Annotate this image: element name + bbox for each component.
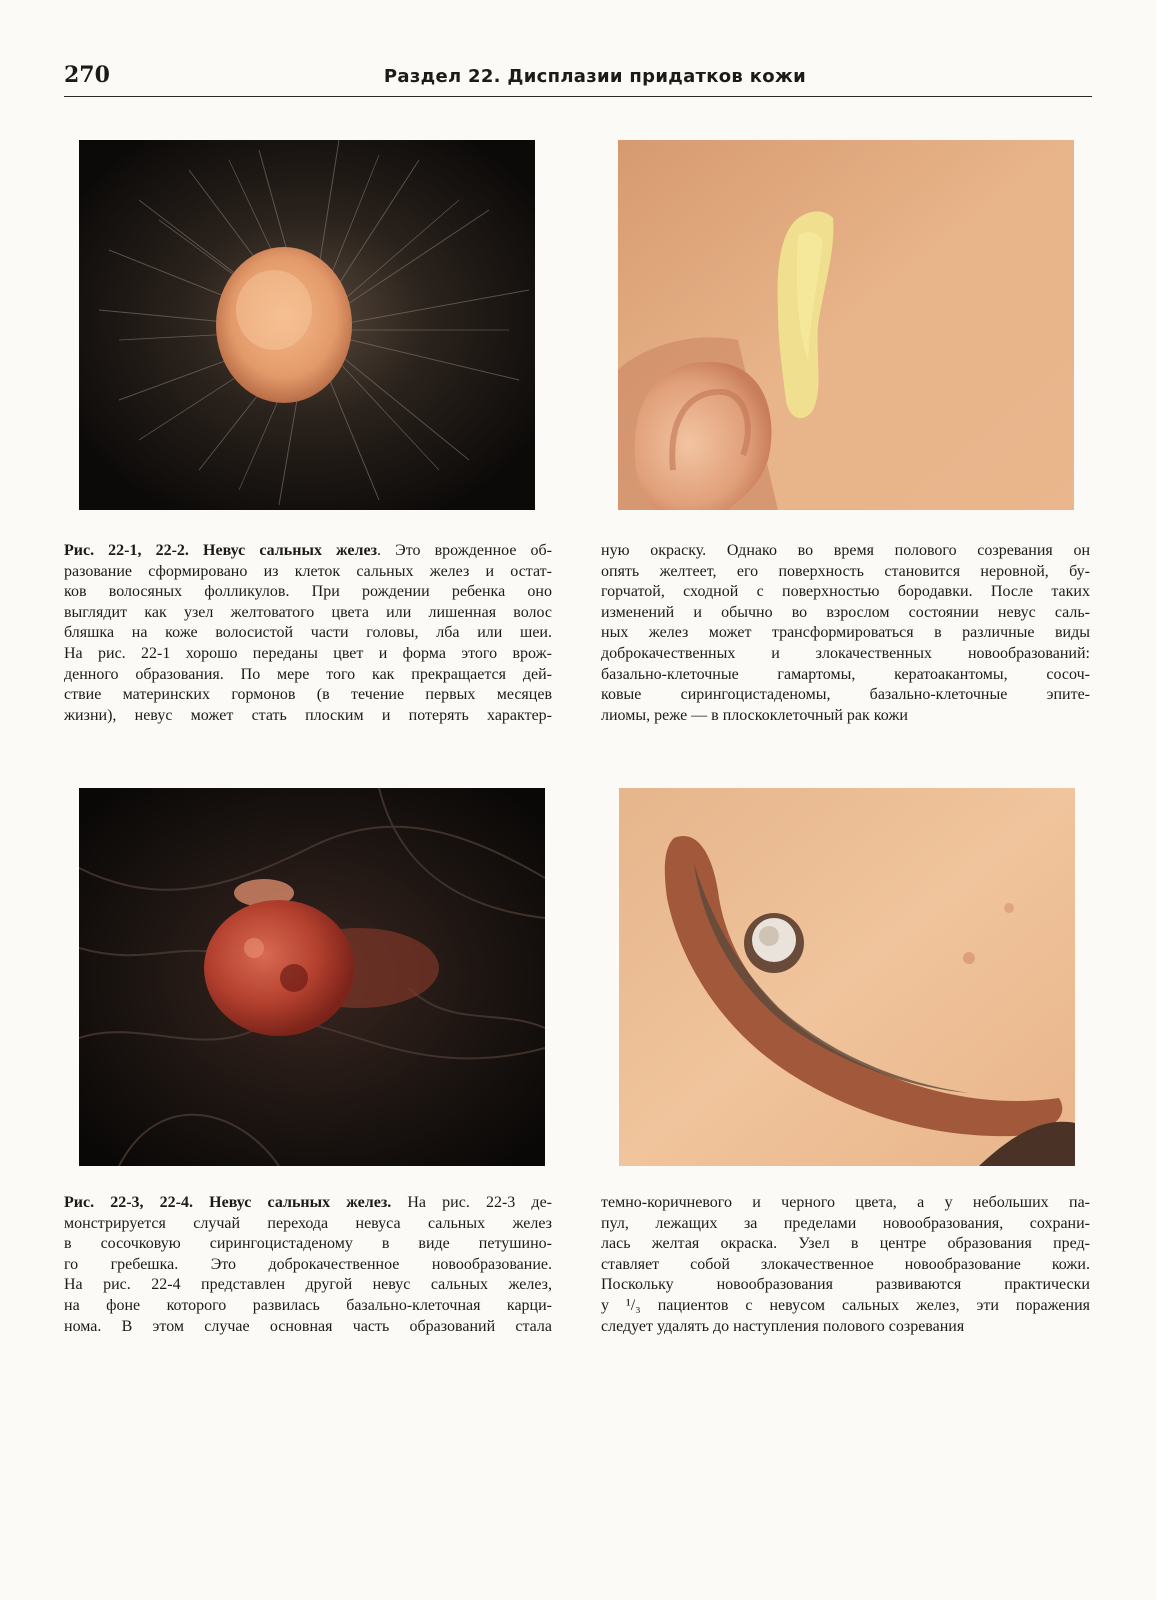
caption-line: денного образования. По мере того как прекращается дей- [64, 665, 552, 683]
caption-figures-22-3-22-4-continued [601, 1193, 1090, 1337]
caption-line: нома. В этом случае основная часть образований стала [64, 1317, 552, 1335]
caption-line: ковые сирингоцистаденомы, базально-клеточные эпите- [601, 686, 1090, 704]
caption-line: базально-клеточные гамартомы, кератоакантомы, сосоч- [601, 665, 1090, 683]
section-title: Раздел 22. Дисплазии придатков кожи [383, 66, 806, 87]
caption-line: разование сформировано из клеток сальных желез и остат- [64, 562, 552, 580]
caption-line: изменений и обычно во взрослом состоянии невус саль- [601, 603, 1090, 621]
caption-line: темно-коричневого и черного цвета, а у небольших па- [601, 1194, 1090, 1211]
caption-line: на фоне которого развилась базально-клеточная карци- [64, 1296, 552, 1314]
caption-line: ную окраску. Однако во время полового созревания он [601, 542, 1090, 559]
figure-label: Рис. 22-1, 22-2. Невус сальных желез [64, 542, 378, 559]
caption-line: ков волосяных фолликулов. При рождении ребенка оно [64, 583, 552, 601]
caption-line: ных желез может трансформироваться в различные виды [601, 624, 1090, 642]
figure-22-4-photo [619, 788, 1075, 1166]
caption-figures-22-1-22-2 [64, 541, 552, 726]
caption-line: На рис. 22-3 де- [391, 1194, 552, 1211]
caption-figures-22-3-22-4 [64, 1193, 552, 1337]
caption-line: монстрируется случай перехода невуса сальных желез [64, 1214, 552, 1232]
caption-line: у ¹/₃ пациентов с невусом сальных желез, эти поражения [601, 1296, 1090, 1314]
page-header [64, 62, 1092, 97]
caption-line: доброкачественных и злокачественных новообразований: [601, 644, 1090, 662]
caption-line: горчатой, сходной с поверхностью бородавки. После таких [601, 583, 1090, 601]
caption-line: жизни), невус может стать плоским и потерять характер- [64, 706, 552, 724]
caption-line: пул, лежащих за пределами новообразования, сохрани- [601, 1214, 1090, 1232]
caption-line: лиомы, реже — в плоскоклеточный рак кожи [601, 706, 908, 724]
caption-line: выглядит как узел желтоватого цвета или лишенная волос [64, 603, 552, 621]
caption-line: ствие материнских гормонов (в течение первых месяцев [64, 686, 552, 704]
caption-line: На рис. 22-4 представлен другой невус сальных желез, [64, 1276, 552, 1294]
caption-line: ставляет собой злокачественное новообразование кожи. [601, 1255, 1090, 1273]
caption-line: го гребешка. Это доброкачественное новообразование. [64, 1255, 552, 1273]
caption-line: следует удалять до наступления полового созревания [601, 1317, 965, 1335]
page-number: 270 [64, 62, 110, 88]
figure-22-2-photo [618, 140, 1074, 510]
caption-line: в сосочковую сирингоцистаденому в виде петушино- [64, 1235, 552, 1253]
caption-line: опять желтеет, его поверхность становится неровной, бу- [601, 562, 1090, 580]
caption-line: На рис. 22-1 хорошо переданы цвет и форма этого врож- [64, 644, 552, 662]
caption-line: . Это врожденное об- [377, 542, 553, 559]
figure-22-1-photo [79, 140, 535, 510]
caption-line: лась желтая окраска. Узел в центре образования пред- [601, 1235, 1090, 1253]
caption-line: бляшка на коже волосистой части головы, лба или шеи. [64, 624, 552, 642]
figure-22-3-photo [79, 788, 545, 1166]
caption-figures-22-1-22-2-continued [601, 541, 1090, 726]
figure-label: Рис. 22-3, 22-4. Невус сальных желез. [64, 1194, 392, 1211]
caption-line: Поскольку новообразования развиваются практически [601, 1276, 1090, 1294]
